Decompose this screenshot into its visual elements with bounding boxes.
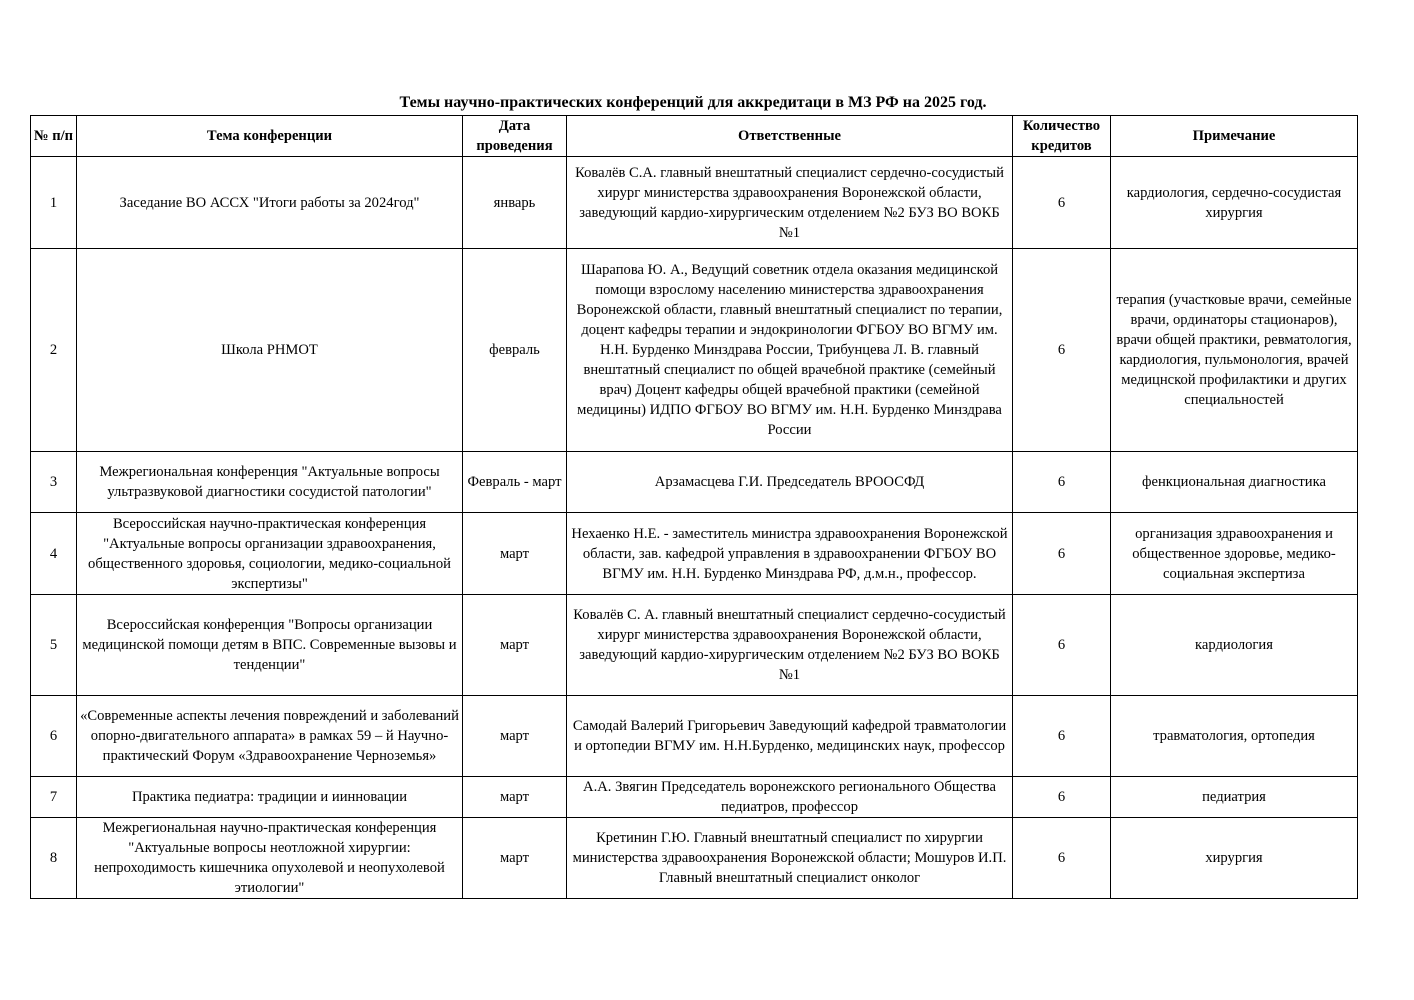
cell-num: 5 <box>31 595 77 696</box>
header-date: Дата проведения <box>463 116 567 157</box>
cell-credits: 6 <box>1013 595 1111 696</box>
cell-num: 1 <box>31 157 77 249</box>
cell-note: организация здравоохранения и общественное здоровье, медико-социальная экспертиза <box>1111 513 1358 595</box>
cell-num: 6 <box>31 696 77 777</box>
cell-responsible: А.А. Звягин Председатель воронежского регионального Общества педиатров, профессор <box>567 777 1013 818</box>
table-header-row <box>31 116 1358 157</box>
cell-responsible: Шарапова Ю. А., Ведущий советник отдела оказания медицинской помощи взрослому населению министерства здравоохранения Воронежской области, главный внештатный специалист по терапии, доцент кафедры терапии и эндокринологии ФГБОУ ВО ВГМУ им. Н.Н. Бурденко Минздрава России, Трибунцева Л. В. главный внештатный специалист по общей врачебной практике (семейный врач) Доцент кафедры общей врачебной практики (семейной медицины) ИДПО ФГБОУ ВО ВГМУ им. Н.Н. Бурденко Минздрава России <box>567 249 1013 452</box>
header-topic: Тема конференции <box>77 116 463 157</box>
cell-credits: 6 <box>1013 513 1111 595</box>
cell-note: терапия (участковые врачи, семейные врачи, ординаторы стационаров), врачи общей практики, ревматология, кардиология, пульмонология, врачей медицнской профилактики и других специальностей <box>1111 249 1358 452</box>
cell-responsible: Ковалёв С.А. главный внештатный специалист сердечно-сосудистый хирург министерства здравоохранения Воронежской области, заведующий кардио-хирургическим отделением №2 БУЗ ВО ВОКБ №1 <box>567 157 1013 249</box>
cell-num: 4 <box>31 513 77 595</box>
cell-num: 2 <box>31 249 77 452</box>
cell-topic: Всероссийская научно-практическая конференция "Актуальные вопросы организации здравоохранения, общественного здоровья, социологии, медико-социальной экспертизы" <box>77 513 463 595</box>
cell-topic: «Современные аспекты лечения повреждений и заболеваний опорно-двигательного аппарата» в рамках 59 – й Научно-практический Форум «Здравоохранение Черноземья» <box>77 696 463 777</box>
cell-date: Февраль - март <box>463 452 567 513</box>
cell-date: март <box>463 777 567 818</box>
conferences-table <box>30 115 1358 899</box>
header-credits: Количество кредитов <box>1013 116 1111 157</box>
cell-responsible: Нехаенко Н.Е. - заместитель министра здравоохранения Воронежской области, зав. кафедрой управления в здравоохранении ФГБОУ ВО ВГМУ им. Н.Н. Бурденко Минздрава РФ, д.м.н., профессор. <box>567 513 1013 595</box>
cell-date: март <box>463 513 567 595</box>
table-row <box>31 452 1358 513</box>
document-title: Темы научно-практических конференций для аккредитаци в МЗ РФ на 2025 год. <box>399 94 987 111</box>
cell-credits: 6 <box>1013 696 1111 777</box>
header-note: Примечание <box>1111 116 1358 157</box>
table-row <box>31 818 1358 899</box>
table-row <box>31 777 1358 818</box>
cell-topic: Межрегиональная научно-практическая конференция "Актуальные вопросы неотложной хирургии: непроходимость кишечника опухолевой и неопухолевой этиологии" <box>77 818 463 899</box>
cell-responsible: Самодай Валерий Григорьевич Заведующий кафедрой травматологии и ортопедии ВГМУ им. Н.Н.Бурденко, медицинских наук, профессор <box>567 696 1013 777</box>
cell-date: март <box>463 818 567 899</box>
cell-num: 3 <box>31 452 77 513</box>
cell-date: март <box>463 696 567 777</box>
cell-topic: Заседание ВО АССХ "Итоги работы за 2024год" <box>77 157 463 249</box>
cell-credits: 6 <box>1013 157 1111 249</box>
cell-credits: 6 <box>1013 249 1111 452</box>
table-row <box>31 696 1358 777</box>
header-responsible: Ответственные <box>567 116 1013 157</box>
cell-responsible: Кретинин Г.Ю. Главный внештатный специалист по хирургии министерства здравоохранения Воронежской области; Мошуров И.П. Главный внештатный специалист онколог <box>567 818 1013 899</box>
header-num: № п/п <box>31 116 77 157</box>
cell-note: кардиология <box>1111 595 1358 696</box>
cell-date: март <box>463 595 567 696</box>
table-row <box>31 513 1358 595</box>
cell-responsible: Арзамасцева Г.И. Председатель ВРООСФД <box>567 452 1013 513</box>
cell-note: кардиология, сердечно-сосудистая хирургия <box>1111 157 1358 249</box>
table-row <box>31 157 1358 249</box>
cell-credits: 6 <box>1013 777 1111 818</box>
cell-topic: Школа РНМОТ <box>77 249 463 452</box>
cell-note: педиатрия <box>1111 777 1358 818</box>
cell-credits: 6 <box>1013 818 1111 899</box>
cell-note: фенкциональная диагностика <box>1111 452 1358 513</box>
table-row <box>31 595 1358 696</box>
cell-num: 7 <box>31 777 77 818</box>
cell-date: февраль <box>463 249 567 452</box>
cell-topic: Всероссийская конференция "Вопросы организации медицинской помощи детям в ВПС. Современные вызовы и тенденции" <box>77 595 463 696</box>
cell-note: травматология, ортопедия <box>1111 696 1358 777</box>
cell-num: 8 <box>31 818 77 899</box>
cell-note: хирургия <box>1111 818 1358 899</box>
table-row <box>31 249 1358 452</box>
cell-responsible: Ковалёв С. А. главный внештатный специалист сердечно-сосудистый хирург министерства здравоохранения Воронежской области, заведующий кардио-хирургическим отделением №2 БУЗ ВО ВОКБ №1 <box>567 595 1013 696</box>
cell-date: январь <box>463 157 567 249</box>
cell-credits: 6 <box>1013 452 1111 513</box>
cell-topic: Межрегиональная конференция "Актуальные вопросы ультразвуковой диагностики сосудистой патологии" <box>77 452 463 513</box>
cell-topic: Практика педиатра: традиции и иинновации <box>77 777 463 818</box>
